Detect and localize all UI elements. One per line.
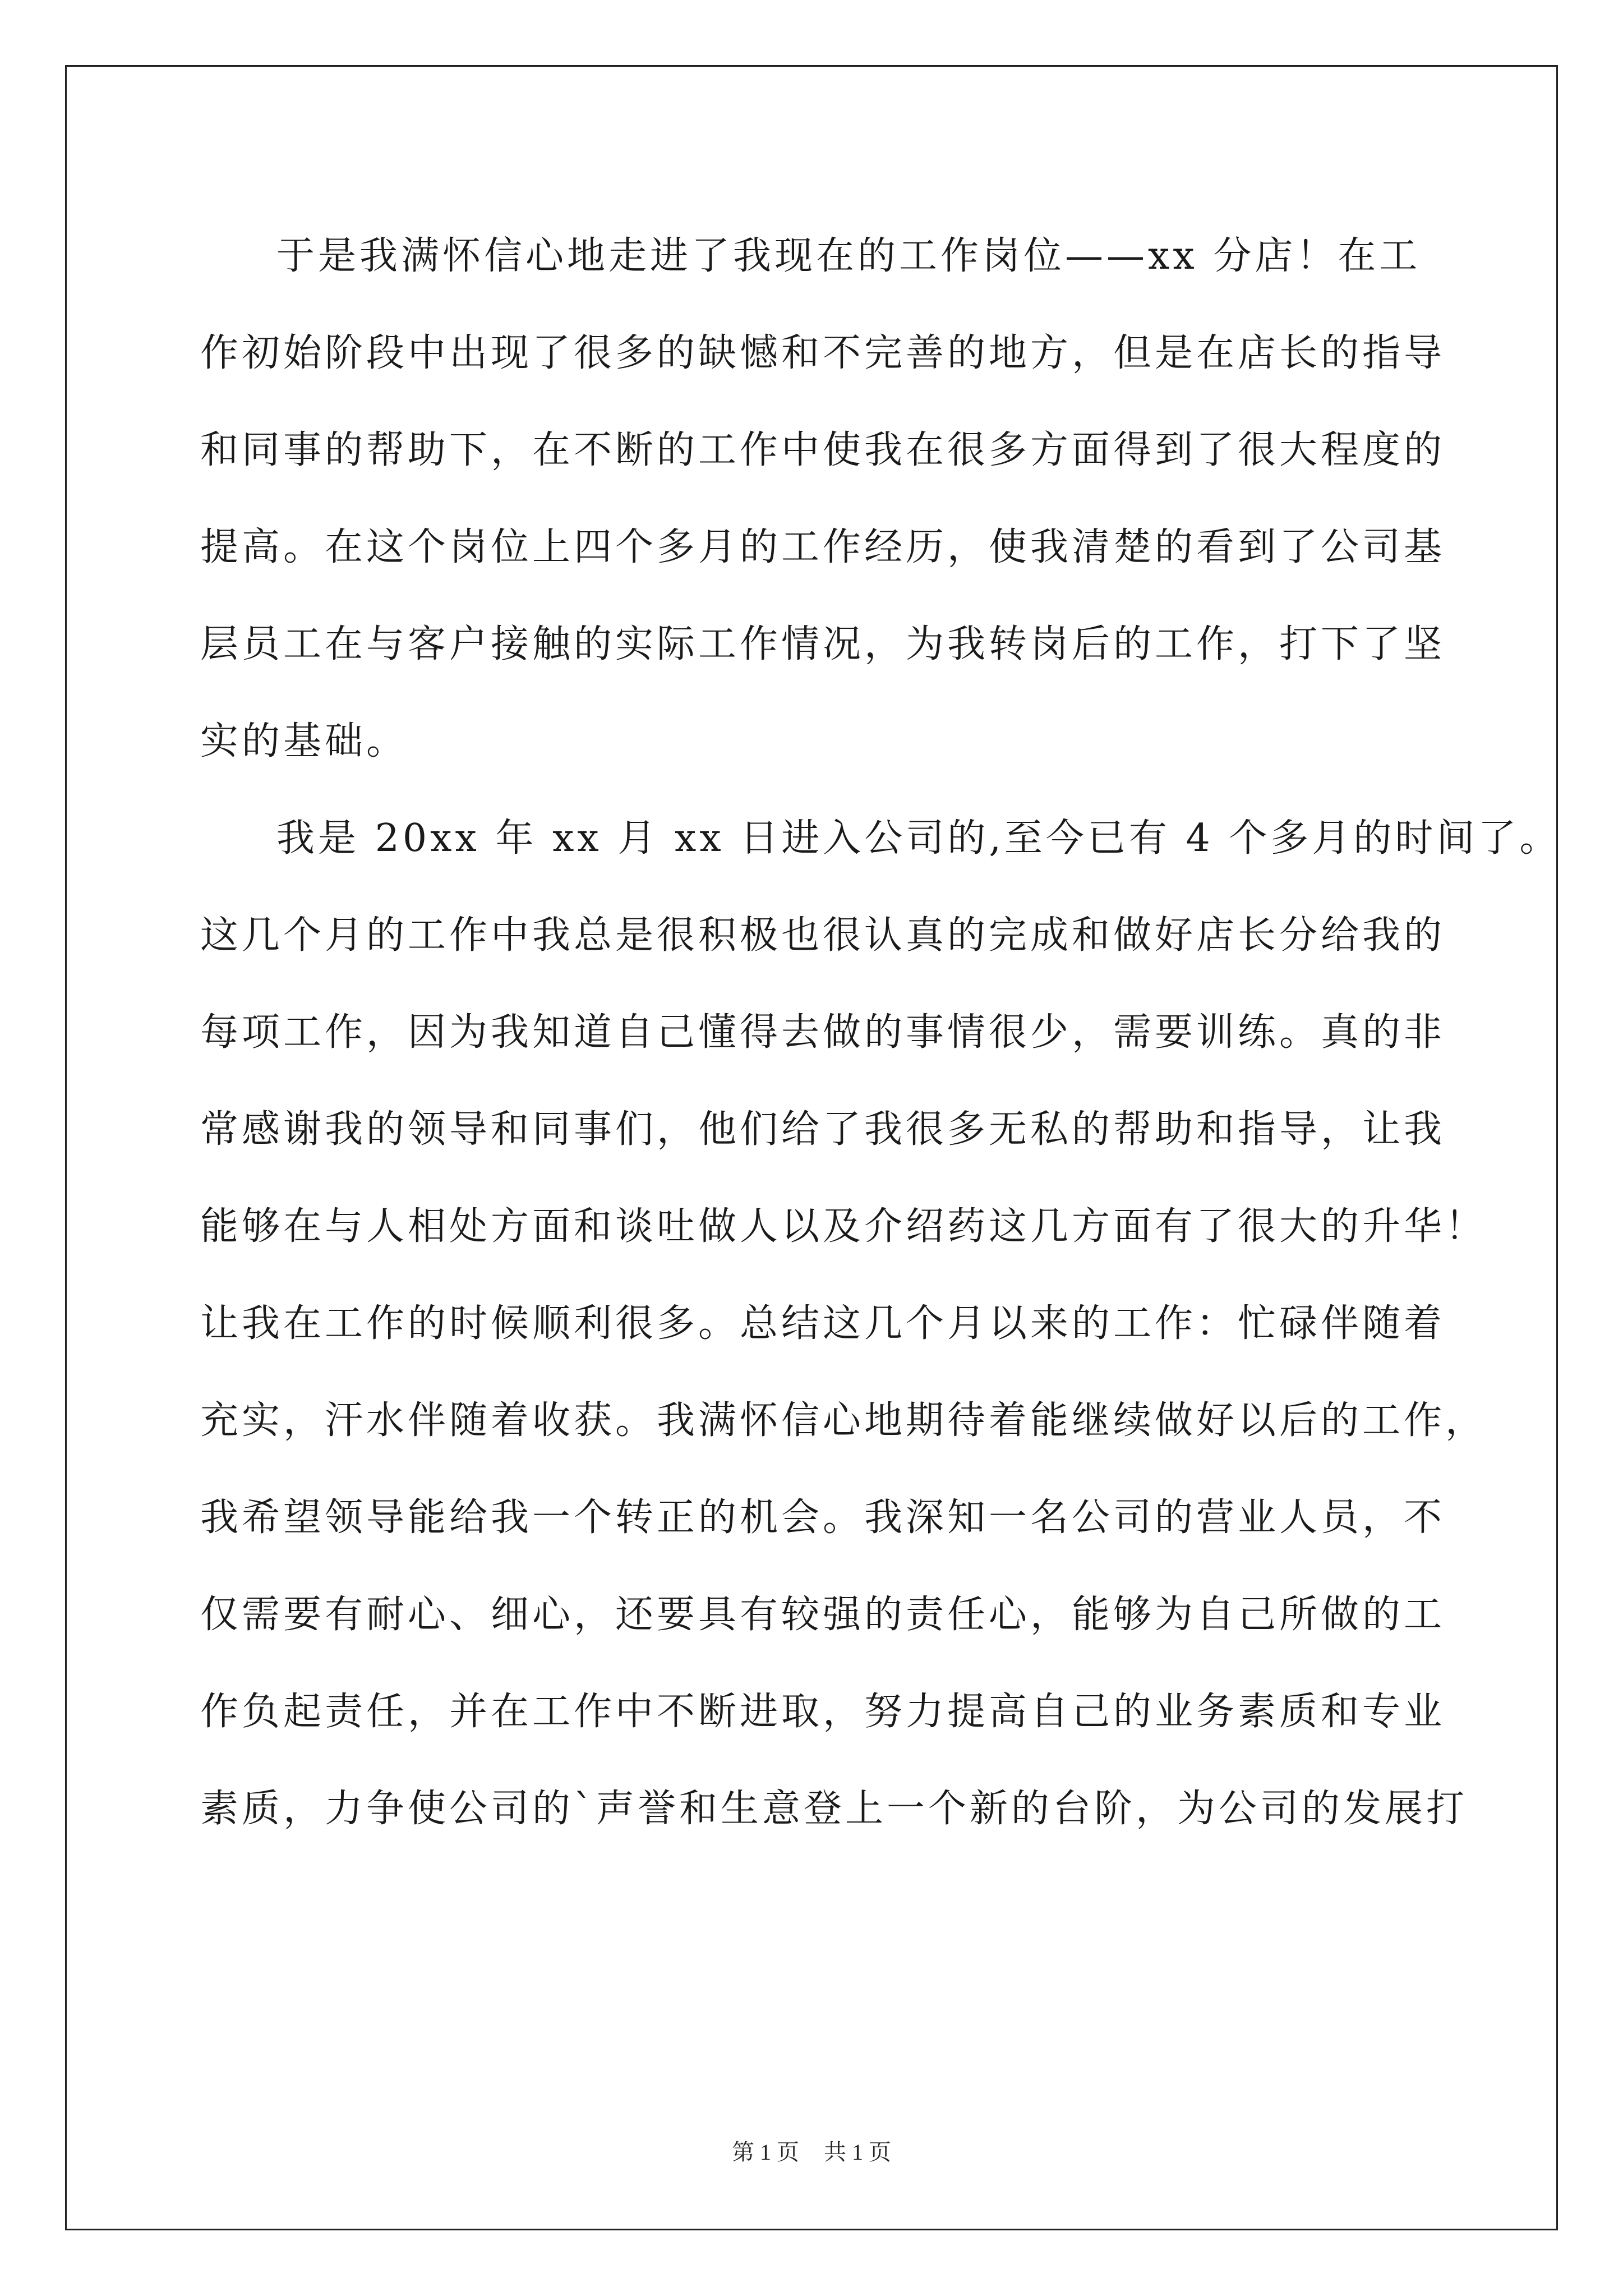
paragraph-1-line-3: 和同事的帮助下，在不断的工作中使我在很多方面得到了很大程度的: [200, 428, 1446, 472]
paragraph-2-line-8: 我希望领导能给我一个转正的机会。我深知一名公司的营业人员，不: [200, 1496, 1446, 1540]
document-body: [200, 208, 1561, 1857]
paragraph-2-line-9: 仅需要有耐心、细心，还要具有较强的责任心，能够为自己所做的工: [200, 1593, 1446, 1637]
paragraph-1-line-4: 提高。在这个岗位上四个多月的工作经历，使我清楚的看到了公司基: [200, 525, 1446, 569]
paragraph-2-line-7: 充实，汗水伴随着收获。我满怀信心地期待着能继续做好以后的工作，: [200, 1398, 1487, 1443]
page-number: 第 1 页: [732, 2139, 799, 2165]
paragraph-1-line-1: 于是我满怀信心地走进了我现在的工作岗位——xx 分店！在工: [276, 234, 1421, 278]
paragraph-2-line-6: 让我在工作的时候顺利很多。总结这几个月以来的工作：忙碌伴随着: [200, 1301, 1446, 1346]
paragraph-2-line-5: 能够在与人相处方面和谈吐做人以及介绍药这几方面有了很大的升华！: [200, 1204, 1487, 1249]
paragraph-2-line-4: 常感谢我的领导和同事们，他们给了我很多无私的帮助和指导，让我: [200, 1107, 1446, 1152]
paragraph-2-line-11: 素质，力争使公司的`声誉和生意登上一个新的台阶，为公司的发展打: [200, 1787, 1468, 1831]
paragraph-2-line-3: 每项工作，因为我知道自己懂得去做的事情很少，需要训练。真的非: [200, 1010, 1446, 1055]
page-footer: [0, 2134, 1623, 2166]
paragraph-1-line-2: 作初始阶段中出现了很多的缺憾和不完善的地方，但是在店长的指导: [200, 331, 1446, 375]
paragraph-2-line-10: 作负起责任，并在工作中不断进取，努力提高自己的业务素质和专业: [200, 1690, 1446, 1734]
paragraph-1-line-6: 实的基础。: [200, 719, 408, 763]
paragraph-2-line-1: 我是 20xx 年 xx 月 xx 日进入公司的,至今已有 4 个多月的时间了。: [276, 816, 1561, 861]
paragraph-1-line-5: 层员工在与客户接触的实际工作情况，为我转岗后的工作，打下了坚: [200, 622, 1446, 666]
page-total: 共 1 页: [824, 2139, 891, 2165]
paragraph-2-line-2: 这几个月的工作中我总是很积极也很认真的完成和做好店长分给我的: [200, 913, 1446, 958]
